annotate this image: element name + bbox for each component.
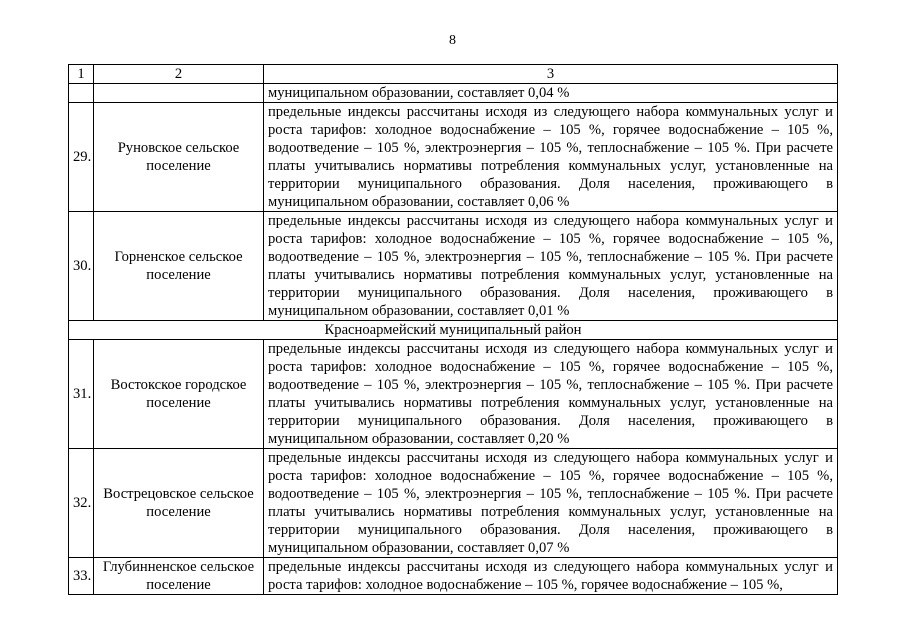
description-cell — [264, 340, 838, 449]
description-line: роста тарифов: холодное водоснабжение – 105 %, горячее водоснабжение – 105 %, — [268, 122, 833, 138]
description-line: предельные индексы рассчитаны исходя из следующего набора коммунальных услуг и — [268, 213, 833, 229]
table-row — [69, 449, 838, 558]
continuation-name-cell — [94, 84, 264, 103]
description-line: водоотведение – 105 %, электроэнергия – 105 %, теплоснабжение – 105 %. При расчете — [268, 486, 833, 502]
description-line: предельные индексы рассчитаны исходя из следующего набора коммунальных услуг и — [268, 450, 833, 466]
table-row — [69, 103, 838, 212]
description-line: территории муниципального образования. Доля населения, проживающего в — [268, 522, 833, 538]
description-line: роста тарифов: холодное водоснабжение – 105 %, горячее водоснабжение – 105 %, — [268, 231, 833, 247]
table-row — [69, 558, 838, 595]
region-title: Красноармейский муниципальный район — [69, 321, 838, 340]
description-cell — [264, 558, 838, 595]
description-line: предельные индексы рассчитаны исходя из следующего набора коммунальных услуг и — [268, 559, 833, 575]
header-col-1: 1 — [69, 65, 94, 84]
row-number: 33. — [69, 558, 94, 595]
table-row — [69, 340, 838, 449]
document-table — [68, 64, 838, 595]
description-cell — [264, 212, 838, 321]
page-number: 8 — [449, 33, 456, 48]
description-line: роста тарифов: холодное водоснабжение – 105 %, горячее водоснабжение – 105 %, — [268, 577, 783, 593]
description-line: муниципальном образовании, составляет 0,06 % — [268, 194, 570, 210]
settlement-name: Вострецовское сельское поселение — [94, 449, 264, 558]
region-row — [69, 321, 838, 340]
row-number: 32. — [69, 449, 94, 558]
description-line: водоотведение – 105 %, электроэнергия – 105 %, теплоснабжение – 105 %. При расчете — [268, 249, 833, 265]
description-line: муниципальном образовании, составляет 0,01 % — [268, 303, 570, 319]
description-line: платы учитывались нормативы потребления коммунальных услуг, установленные на — [268, 267, 833, 283]
description-line: водоотведение – 105 %, электроэнергия – 105 %, теплоснабжение – 105 %. При расчете — [268, 377, 833, 393]
description-line: муниципальном образовании, составляет 0,07 % — [268, 540, 570, 556]
settlement-name: Глубинненское сельское поселение — [94, 558, 264, 595]
description-line: роста тарифов: холодное водоснабжение – 105 %, горячее водоснабжение – 105 %, — [268, 359, 833, 375]
description-line: предельные индексы рассчитаны исходя из следующего набора коммунальных услуг и — [268, 341, 833, 357]
description-line: предельные индексы рассчитаны исходя из следующего набора коммунальных услуг и — [268, 104, 833, 120]
description-line: водоотведение – 105 %, электроэнергия – 105 %, теплоснабжение – 105 %. При расчете — [268, 140, 833, 156]
header-col-2: 2 — [94, 65, 264, 84]
description-line: территории муниципального образования. Доля населения, проживающего в — [268, 413, 833, 429]
table-header-row — [69, 65, 838, 84]
row-number: 29. — [69, 103, 94, 212]
description-line: платы учитывались нормативы потребления коммунальных услуг, установленные на — [268, 504, 833, 520]
description-cell — [264, 103, 838, 212]
description-line: роста тарифов: холодное водоснабжение – 105 %, горячее водоснабжение – 105 %, — [268, 468, 833, 484]
row-number: 30. — [69, 212, 94, 321]
settlement-name: Руновское сельское поселение — [94, 103, 264, 212]
continuation-text: муниципальном образовании, составляет 0,04 % — [264, 84, 838, 103]
header-col-3: 3 — [264, 65, 838, 84]
settlement-name: Востокское городское поселение — [94, 340, 264, 449]
continuation-num-cell — [69, 84, 94, 103]
description-line: муниципальном образовании, составляет 0,20 % — [268, 431, 570, 447]
row-number: 31. — [69, 340, 94, 449]
description-line: территории муниципального образования. Доля населения, проживающего в — [268, 176, 833, 192]
settlement-name: Горненское сельское поселение — [94, 212, 264, 321]
description-line: территории муниципального образования. Доля населения, проживающего в — [268, 285, 833, 301]
description-cell — [264, 449, 838, 558]
description-line: платы учитывались нормативы потребления коммунальных услуг, установленные на — [268, 158, 833, 174]
description-line: платы учитывались нормативы потребления коммунальных услуг, установленные на — [268, 395, 833, 411]
continuation-row — [69, 84, 838, 103]
table-row — [69, 212, 838, 321]
